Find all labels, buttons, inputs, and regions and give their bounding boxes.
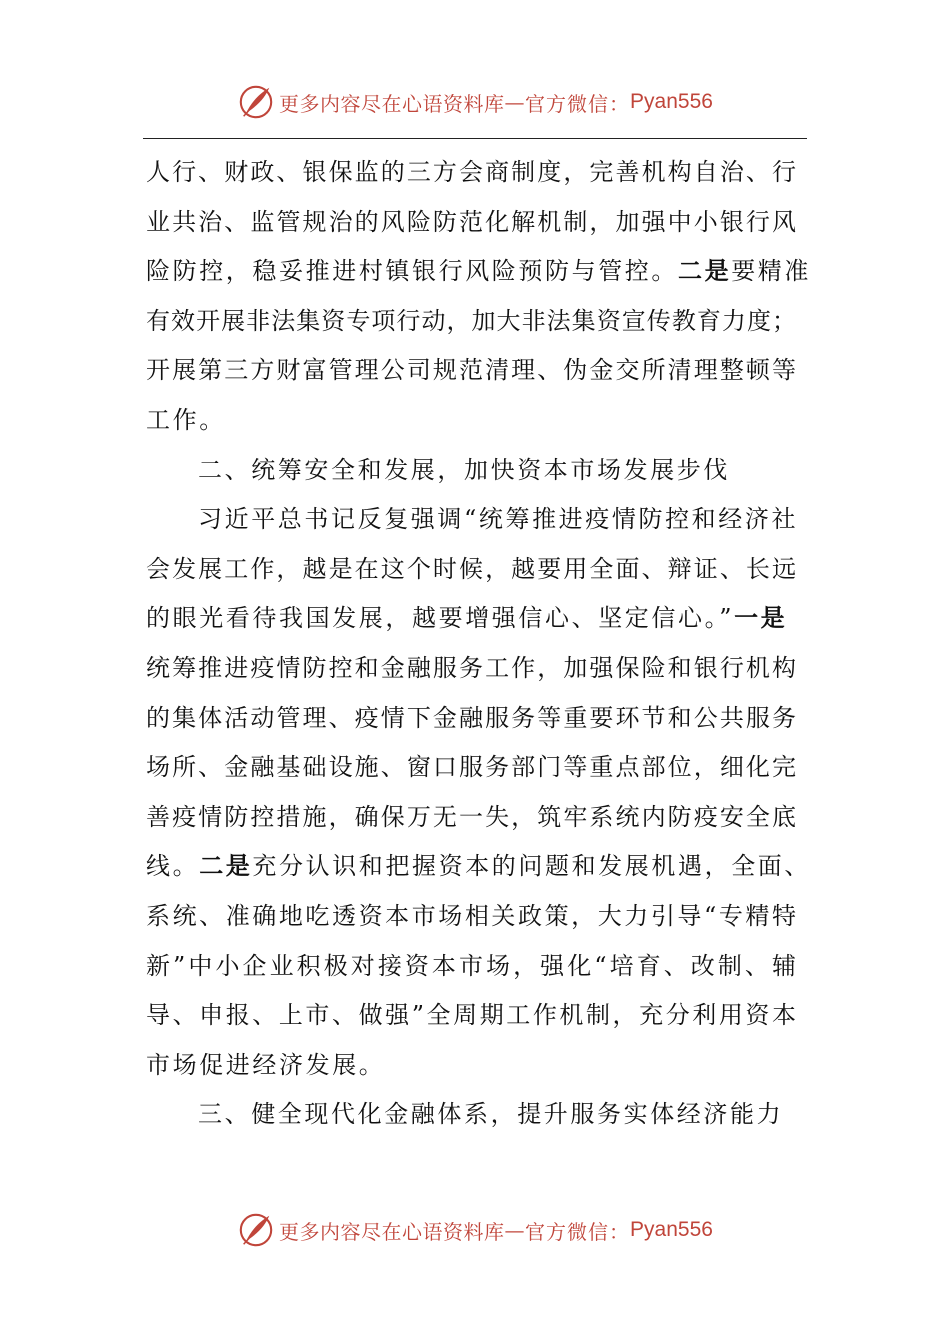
header-watermark xyxy=(0,80,950,124)
footer-watermark xyxy=(0,1208,950,1252)
body-line: 新”中小企业积极对接资本市场，强化“培育、改制、辅 xyxy=(146,951,796,980)
body-text: 要精准 xyxy=(731,257,812,286)
body-line: 统筹推进疫情防控和金融服务工作，加强保险和银行机构 xyxy=(146,653,796,682)
watermark-wechat-id: Pyan556 xyxy=(630,1218,713,1241)
body-text: 的眼光看待我国发展，越要增强信心、坚定信心。” xyxy=(146,604,735,633)
header-divider xyxy=(143,138,807,139)
watermark-text: 更多内容尽在心语资料库 xyxy=(279,91,505,116)
body-line: 工作。 xyxy=(146,405,226,434)
body-line: 导、申报、上市、做强”全周期工作机制，充分利用资本 xyxy=(146,1001,796,1030)
body-line: 有效开展非法集资专项行动，加大非法集资宣传教育力度； xyxy=(146,306,796,335)
section-heading-3: 三、健全现代化金融体系，提升服务实体经济能力 xyxy=(198,1100,784,1129)
body-line: 开展第三方财富管理公司规范清理、伪金交所清理整顿等 xyxy=(146,356,796,385)
body-line: 人行、财政、银保监的三方会商制度，完善机构自治、行 xyxy=(146,158,796,186)
body-line: 习近平总书记反复强调“统筹推进疫情防控和经济社 xyxy=(198,505,799,534)
body-line xyxy=(146,842,812,892)
quill-logo-icon xyxy=(237,83,275,121)
body-line: 业共治、监管规治的风险防范化解机制，加强中小银行风 xyxy=(146,207,796,236)
body-line: 会发展工作，越是在这个时候，越要用全面、辩证、长远 xyxy=(146,554,796,583)
document-body xyxy=(146,148,812,1140)
watermark-wechat-id: Pyan556 xyxy=(630,90,713,113)
quill-logo-icon xyxy=(237,1211,275,1249)
watermark-dash: — xyxy=(504,90,526,114)
watermark-dash: — xyxy=(504,1218,526,1242)
body-text: 险防控，稳妥推进村镇银行风险预防与管控。 xyxy=(146,257,678,286)
section-heading-2: 二、统筹安全和发展，加快资本市场发展步伐 xyxy=(198,455,730,484)
body-line: 善疫情防控措施，确保万无一失，筑牢系统内防疫安全底 xyxy=(146,802,796,831)
body-line: 市场促进经济发展。 xyxy=(146,1050,386,1079)
emphasis-label: 一是 xyxy=(734,604,788,633)
watermark-wechat-label: 官方微信： xyxy=(525,1219,631,1244)
emphasis-label: 二是 xyxy=(199,852,253,881)
body-line: 场所、金融基础设施、窗口服务部门等重点部位，细化完 xyxy=(146,753,796,782)
body-text: 充分认识和把握资本的问题和发展机遇，全面、 xyxy=(252,852,812,881)
body-line: 系统、准确地吃透资本市场相关政策，大力引导“专精特 xyxy=(146,901,796,930)
watermark-wechat-label: 官方微信： xyxy=(525,91,631,116)
body-line: 的集体活动管理、疫情下金融服务等重要环节和公共服务 xyxy=(146,703,796,732)
watermark-text: 更多内容尽在心语资料库 xyxy=(279,1219,505,1244)
body-line xyxy=(146,594,796,644)
body-line xyxy=(146,247,812,297)
body-text: 线。 xyxy=(146,852,200,881)
emphasis-label: 二是 xyxy=(678,257,732,286)
